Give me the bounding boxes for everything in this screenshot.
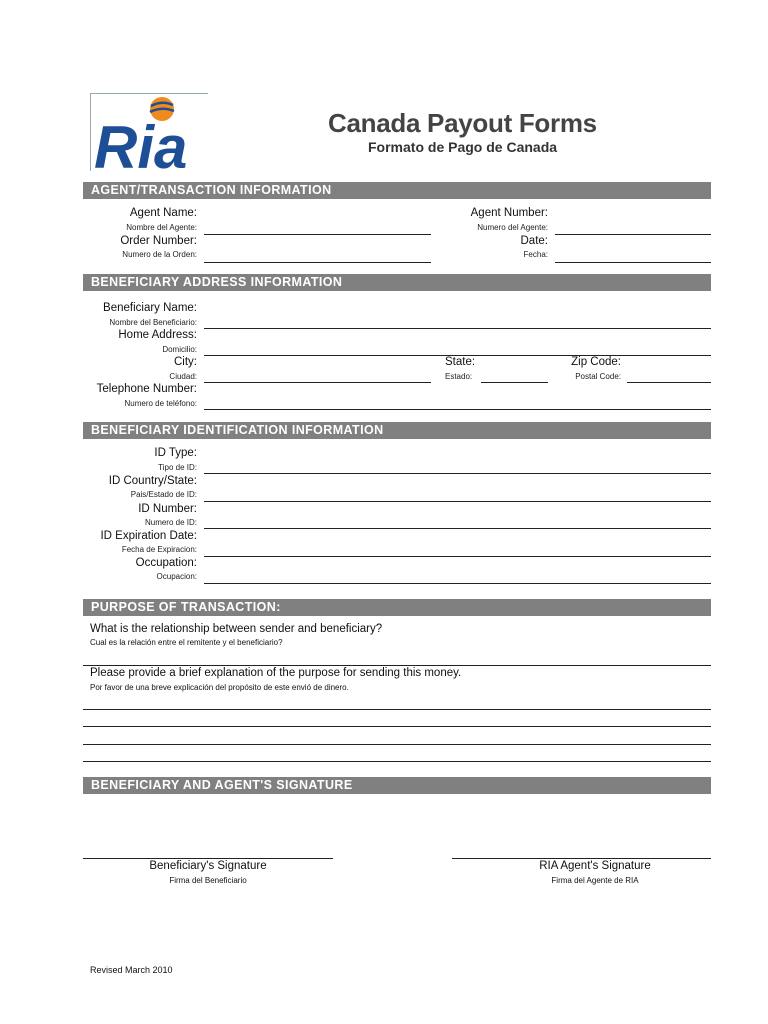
id-number-field[interactable]	[204, 528, 711, 529]
section-title: BENEFICIARY AND AGENT'S SIGNATURE	[91, 778, 353, 792]
section-header-identification	[83, 422, 711, 439]
home-address-label-es: Domicilio:	[162, 345, 197, 354]
id-type-label: ID Type:	[154, 447, 197, 459]
agent-number-field[interactable]	[555, 234, 711, 235]
section-title: BENEFICIARY IDENTIFICATION INFORMATION	[91, 423, 384, 437]
telephone-label: Telephone Number:	[96, 383, 197, 395]
ria-logo	[90, 93, 208, 171]
section-title: AGENT/TRANSACTION INFORMATION	[91, 183, 332, 197]
id-number-label-es: Numero de ID:	[144, 518, 197, 527]
city-label: City:	[174, 356, 197, 368]
purpose-field-line-3[interactable]	[83, 744, 711, 745]
order-number-label: Order Number:	[120, 235, 197, 247]
purpose-field-line-1[interactable]	[83, 709, 711, 710]
date-label: Date:	[520, 235, 548, 247]
zip-code-field[interactable]	[627, 382, 711, 383]
section-header-agent	[83, 182, 711, 199]
agent-signature-field[interactable]	[452, 858, 711, 859]
section-header-purpose	[83, 599, 711, 616]
order-number-field[interactable]	[204, 262, 431, 263]
id-type-field[interactable]	[204, 473, 711, 474]
city-label-es: Ciudad:	[169, 372, 197, 381]
relationship-question: What is the relationship between sender and beneficiary?	[90, 623, 383, 635]
beneficiary-name-label: Beneficiary Name:	[103, 302, 197, 314]
beneficiary-name-field[interactable]	[204, 328, 711, 329]
occupation-field[interactable]	[204, 583, 711, 584]
occupation-label-es: Ocupacion:	[156, 572, 197, 581]
purpose-field-line-2[interactable]	[83, 726, 711, 727]
id-expiration-label: ID Expiration Date:	[100, 530, 197, 542]
agent-number-label: Agent Number:	[470, 207, 548, 219]
purpose-question: Please provide a brief explanation of the purpose for sending this money.	[90, 667, 462, 679]
home-address-label: Home Address:	[118, 329, 197, 341]
id-expiration-label-es: Fecha de Expiracion:	[121, 545, 197, 554]
state-label-es: Estado:	[445, 372, 473, 381]
agent-signature-label: RIA Agent's Signature	[539, 860, 651, 872]
telephone-field[interactable]	[204, 409, 711, 410]
beneficiary-signature-label-es: Firma del Beneficiario	[169, 876, 247, 885]
state-label: State:	[445, 356, 476, 368]
agent-number-label-es: Numero del Agente:	[477, 223, 548, 232]
purpose-question-es: Por favor de una breve explicación del propósito de este envió de dinero.	[90, 683, 349, 692]
agent-signature-label-es: Firma del Agente de RIA	[551, 876, 639, 885]
section-title: PURPOSE OF TRANSACTION:	[91, 600, 281, 614]
page-title: Canada Payout Forms	[328, 108, 597, 138]
date-field[interactable]	[555, 262, 711, 263]
id-type-label-es: Tipo de ID:	[158, 463, 197, 472]
city-field[interactable]	[204, 382, 431, 383]
agent-name-field[interactable]	[204, 234, 431, 235]
agent-name-label: Agent Name:	[129, 207, 197, 219]
purpose-field-line-4[interactable]	[83, 761, 711, 762]
section-title: BENEFICIARY ADDRESS INFORMATION	[91, 275, 343, 289]
date-label-es: Fecha:	[523, 250, 548, 259]
occupation-label: Occupation:	[135, 557, 197, 569]
page-subtitle: Formato de Pago de Canada	[368, 139, 558, 155]
id-country-label-es: Pais/Estado de ID:	[130, 490, 197, 499]
beneficiary-name-label-es: Nombre del Beneficiario:	[109, 318, 197, 327]
beneficiary-signature-label: Beneficiary's Signature	[149, 860, 267, 872]
id-expiration-field[interactable]	[204, 556, 711, 557]
agent-name-label-es: Nombre del Agente:	[126, 223, 197, 232]
id-country-label: ID Country/State:	[108, 475, 197, 487]
id-number-label: ID Number:	[138, 503, 197, 515]
section-header-signature	[83, 777, 711, 794]
revised-date: Revised March 2010	[90, 965, 173, 975]
section-header-address	[83, 274, 711, 291]
order-number-label-es: Numero de la Orden:	[122, 250, 197, 259]
relationship-question-es: Cual es la relación entre el remitente y el beneficiario?	[90, 638, 283, 647]
beneficiary-signature-field[interactable]	[83, 858, 333, 859]
zip-code-label: Zip Code:	[571, 356, 621, 368]
state-field[interactable]	[481, 382, 548, 383]
zip-code-label-es: Postal Code:	[575, 372, 621, 381]
logo-text: Ria	[94, 114, 188, 171]
id-country-field[interactable]	[204, 501, 711, 502]
relationship-field[interactable]	[83, 665, 711, 666]
telephone-label-es: Numero de teléfono:	[124, 399, 197, 408]
